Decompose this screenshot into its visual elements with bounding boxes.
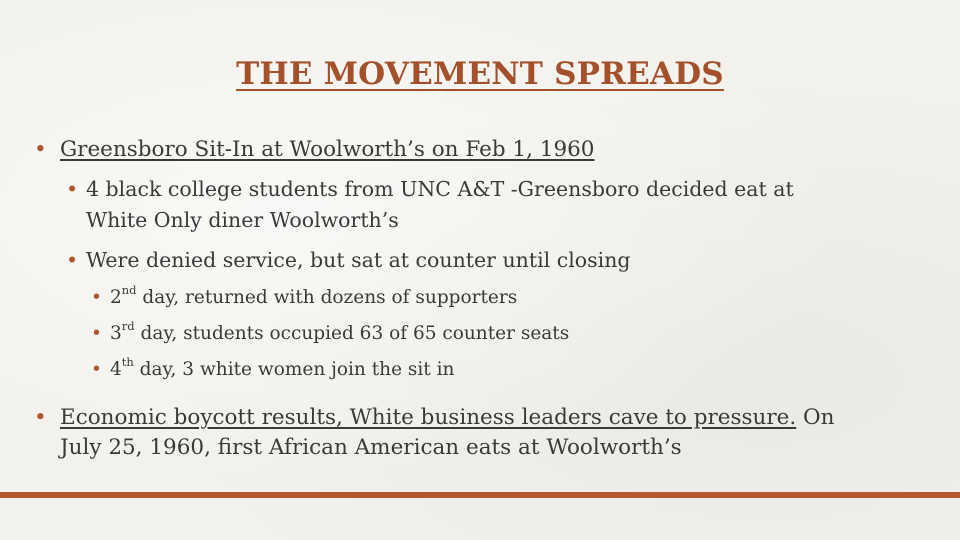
bullet-text-continued: July 25, 1960, first African American eats at Woolworth’s (60, 435, 682, 460)
bullet-item (91, 283, 518, 308)
bullet-text-underlined: Economic boycott results, White business leaders cave to pressure. (60, 405, 797, 430)
bullet-text: day, students occupied 63 of 65 counter seats (134, 323, 570, 344)
day-number: 4 (110, 359, 122, 380)
bullet-text: day, 3 white women join the sit in (133, 359, 455, 380)
bullet-icon: • (34, 405, 47, 430)
bottom-accent-bar (0, 492, 960, 498)
day-number: 3 (110, 323, 122, 344)
bullet-text-continued: White Only diner Woolworth’s (86, 208, 399, 232)
bullet-item (66, 248, 631, 272)
bullet-icon: • (34, 137, 47, 162)
bullet-item (66, 177, 794, 201)
day-number: 2 (110, 287, 122, 308)
bullet-icon: • (66, 177, 79, 201)
bullet-item (91, 319, 570, 344)
bullet-text: Greensboro Sit-In at Woolworth’s on Feb 1, 1960 (60, 137, 595, 162)
ordinal-suffix: nd (121, 283, 137, 298)
bullet-text: Were denied service, but sat at counter until closing (86, 248, 631, 272)
bullet-icon: • (91, 287, 102, 308)
bullet-icon: • (66, 248, 79, 272)
bullet-item (34, 137, 595, 162)
bullet-item (91, 355, 455, 380)
bullet-icon: • (91, 323, 102, 344)
ordinal-suffix: th (121, 355, 134, 370)
bullet-text: On (796, 405, 835, 430)
slide-title: THE MOVEMENT SPREADS (236, 56, 724, 92)
bullet-text: day, returned with dozens of supporters (136, 287, 518, 308)
bullet-icon: • (91, 359, 102, 380)
bullet-text: 4 black college students from UNC A&T -Greensboro decided eat at (86, 177, 794, 201)
bullet-item (34, 405, 835, 430)
ordinal-suffix: rd (121, 319, 135, 334)
